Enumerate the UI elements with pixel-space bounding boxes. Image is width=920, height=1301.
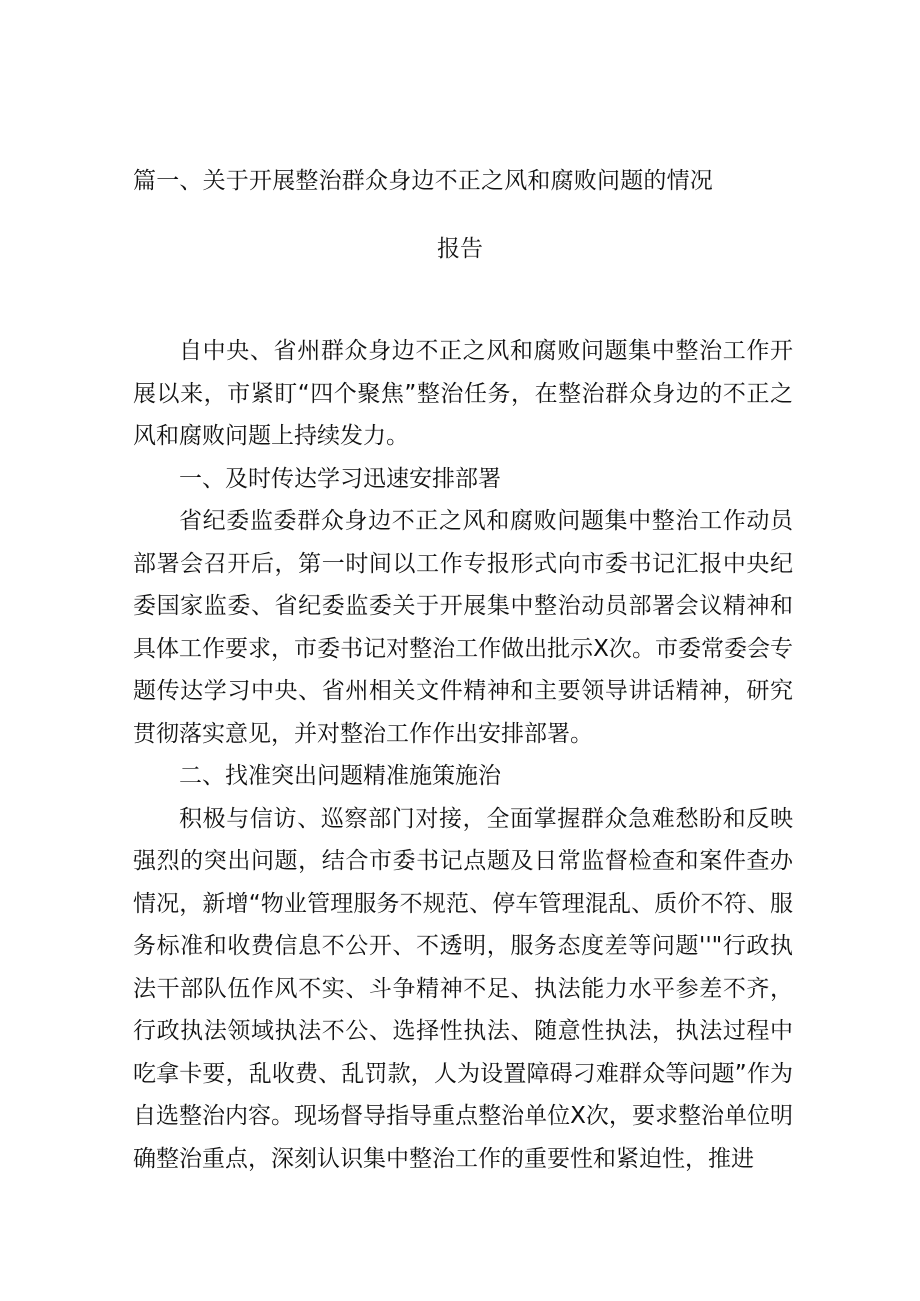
paragraph-intro: 自中央、省州群众身边不正之风和腐败问题集中整治工作开展以来，市紧盯“四个聚焦”整治任务，在整治群众身边的不正之风和腐败问题上持续发力。 <box>133 338 793 449</box>
section-heading-1: 一、及时传达学习迅速安排部署 <box>179 465 501 492</box>
paragraph-section-1: 省纪委监委群众身边不正之风和腐败问题集中整治工作动员部署会召开后，第一时间以工作专报形式向市委书记汇报中央纪委国家监委、省纪委监委关于开展集中整治动员部署会议精神和具体工作要求，市委书记对整治工作做出批示X次。市委常委会专题传达学习中央、省州相关文件精神和主要领导讲话精神，研究贯彻落实意见，并对整治工作作出安排部署。 <box>133 508 793 747</box>
paragraph-section-2: 积极与信访、巡察部门对接，全面掌握群众急难愁盼和反映强烈的突出问题，结合市委书记点题及日常监督检查和案件查办情况，新增“物业管理服务不规范、停车管理混乱、质价不符、服务标准和收费信息不公开、不透明，服务态度差等问题''"行政执法干部队伍作风不实、斗争精神不足、执法能力水平参差不齐，行政执法领域执法不公、选择性执法、随意性执法，执法过程中吃拿卡要，乱收费、乱罚款，人为设置障碍刁难群众等问题”作为自选整治内容。现场督导指导重点整治单位X次，要求整治单位明确整治重点，深刻认识集中整治工作的重要性和紧迫性，推进 <box>133 805 793 1172</box>
document-body <box>133 330 793 1180</box>
section-heading-2: 二、找准突出问题精准施策施治 <box>179 763 501 789</box>
document-title: 篇一、关于开展整治群众身边不正之风和腐败问题的情况 <box>133 168 713 194</box>
document-title-continuation: 报告 <box>437 236 483 262</box>
